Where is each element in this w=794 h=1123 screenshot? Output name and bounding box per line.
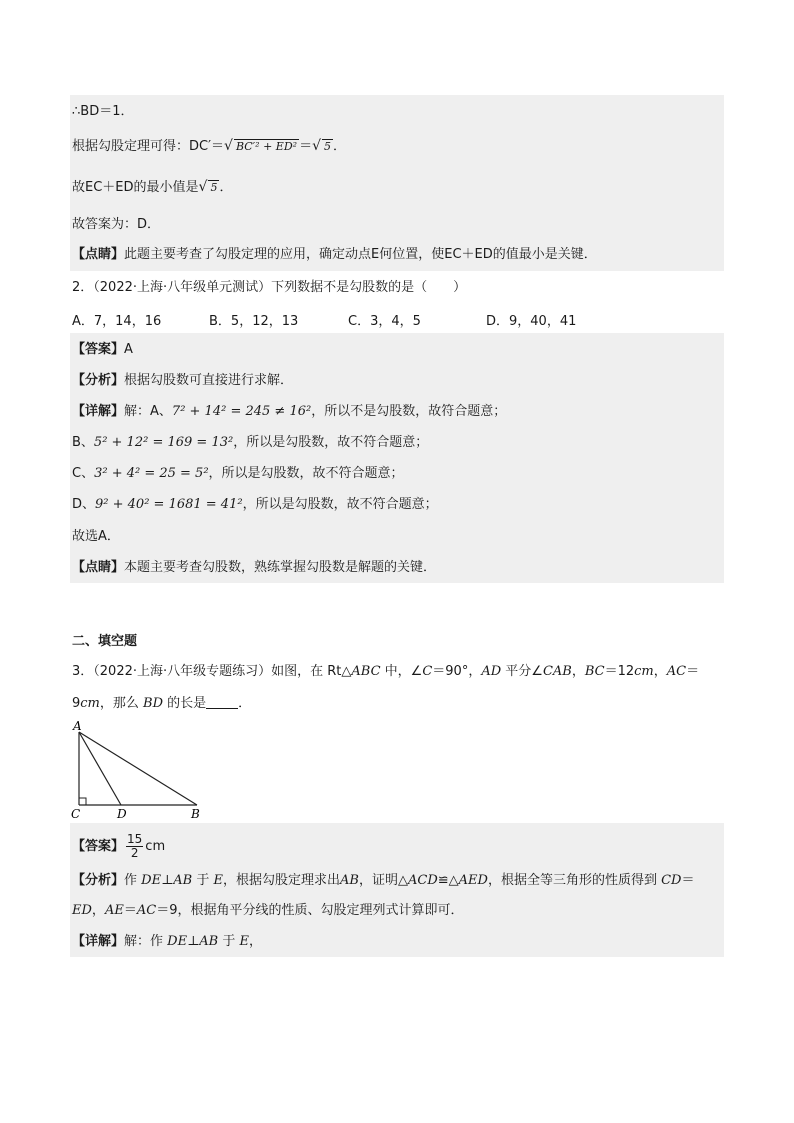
analysis-line-2 [72,902,463,920]
text: 根据勾股定理可得：DC′＝ [72,139,225,154]
text: B、 [72,435,94,450]
analysis-line [72,372,293,390]
math-var: E [239,934,250,949]
text: ＝ [299,139,313,154]
option-c: C．3，4，5 [348,314,421,329]
text: ，根据勾股定理求出 [223,873,341,888]
text: C、 [72,466,95,481]
text: ＝90°， [432,664,482,679]
text: ． [219,180,233,195]
answer-tag: 【答案】 [72,342,125,357]
text: ，证明△ [358,873,408,888]
detail-line [72,933,262,951]
label-c: C [71,807,81,821]
text: 解：A、 [124,404,172,419]
analysis-tag: 【分析】 [72,373,125,388]
text: 平分∠ [501,664,543,679]
unit: cm [145,839,166,854]
label-a: A [73,719,82,733]
text: 故答案为：D． [72,217,161,232]
math-var: BD [143,696,164,711]
text: ＝ [681,873,695,888]
minimum-line [72,178,232,197]
question-3-stem-line-1 [72,663,699,681]
unit: cm [80,696,100,711]
text: 的长是 [163,696,207,711]
math-var: AD [481,664,502,679]
text: 解：作 [124,934,168,949]
text: ， [571,664,585,679]
detail-line-b [72,434,428,452]
math-var: ACD [407,873,438,888]
math-var: DE⊥AB [167,934,219,949]
text: 根据勾股数可直接进行求解． [124,373,294,388]
text: ． [333,139,347,154]
answer-value: A [124,342,133,357]
answer-line [72,216,160,234]
text: D、 [72,497,96,512]
math-var: AB [340,873,359,888]
detail-line-d [72,496,438,514]
solution-block-2 [70,333,724,583]
text: ， [249,934,263,949]
text: ． [238,696,252,711]
math-var: C [422,664,433,679]
text: 2．（2022·上海·八年级单元测试）下列数据不是勾股数的是（ ） [72,280,467,295]
detail-tag: 【详解】 [72,404,125,419]
answer-fraction [126,833,143,860]
math-expression: 3² + 4² = 25 = 5² [94,466,209,481]
question-2-stem [72,279,466,297]
unit: cm [634,664,654,679]
pythagoras-line [72,137,346,156]
label-d: D [117,807,127,821]
text: ≌△ [437,873,459,888]
math-var: DE⊥AB [141,873,193,888]
text: ，根据全等三角形的性质得到 [487,873,662,888]
math-expression: 5² + 12² = 169 = 13² [93,435,234,450]
text: 故EC＋ED的最小值是 [72,180,199,195]
right-angle-mark [79,798,86,805]
text: 于 [192,873,214,888]
math-var: BC [584,664,605,679]
label-b: B [191,807,200,821]
side-ab [79,732,197,805]
math-var: AC [136,903,157,918]
detail-line-c [72,465,404,483]
option-d: D．9，40，41 [486,314,577,329]
math-var: ED [72,903,92,918]
text: ，所以是勾股数，故不符合题意； [208,466,404,481]
answer-line [72,341,133,359]
option-a: A．7，14，16 [72,314,162,329]
text-line [72,103,133,121]
detail-line-a [72,403,506,421]
text: ＝ [123,903,137,918]
text: 此题主要考查了勾股定理的应用，确定动点E何位置，使EC＋ED的值最小是关键． [124,247,597,262]
text: 故选A． [72,529,120,544]
text: 9 [72,696,81,711]
choose-line [72,528,120,546]
text: ＝12 [604,664,635,679]
text: 于 [218,934,240,949]
text: ＝9，根据角平分线的性质、勾股定理列式计算即可． [156,903,464,918]
text: 二、填空题 [72,634,138,649]
comment-tag: 【点睛】 [72,247,125,262]
text: 作 [124,873,142,888]
math-expression: 9² + 40² = 1681 = 41² [95,497,243,512]
math-var: E [213,873,224,888]
math-expression: 7² + 14² = 245 ≠ 16² [171,404,312,419]
answer-tag: 【答案】 [72,839,125,854]
radical-sign: √ [198,179,208,195]
analysis-line-1 [72,872,694,890]
answer-line [72,833,165,861]
comment-line [72,246,597,264]
section-heading [72,633,137,651]
text: ， [91,903,105,918]
text: ＝ [686,664,700,679]
analysis-tag: 【分析】 [72,873,125,888]
segment-ad [79,732,121,805]
numerator: 15 [127,832,143,846]
radical-sign: √ [224,138,233,154]
radicand: BC′² + ED² [235,140,298,153]
text: ，所以不是勾股数，故符合题意； [311,404,507,419]
comment-line [72,559,436,577]
text: ∴BD＝1． [72,104,134,119]
answer-blank [206,694,238,709]
text: ，那么 [99,696,144,711]
math-var: CD [661,873,682,888]
text: 3．（2022·上海·八年级专题练习）如图，在 Rt△ [72,664,352,679]
math-var: CAB [542,664,572,679]
triangle-figure [68,718,218,824]
math-var: AED [458,873,488,888]
radical-sign: √ [312,138,321,154]
text: ， [653,664,667,679]
detail-tag: 【详解】 [72,934,125,949]
comment-tag: 【点睛】 [72,560,125,575]
radicand: 5 [210,181,218,194]
math-var: AE [104,903,124,918]
text: ，所以是勾股数，故不符合题意； [242,497,438,512]
text: 本题主要考查勾股数，熟练掌握勾股数是解题的关键． [124,560,437,575]
text: ，所以是勾股数，故不符合题意； [233,435,429,450]
text: 中，∠ [380,664,423,679]
math-var: ABC [351,664,381,679]
radicand: 5 [324,140,331,153]
math-var: AC [666,664,687,679]
denominator: 2 [130,846,139,860]
question-3-stem-line-2 [72,694,251,713]
option-b: B．5，12，13 [209,314,299,329]
